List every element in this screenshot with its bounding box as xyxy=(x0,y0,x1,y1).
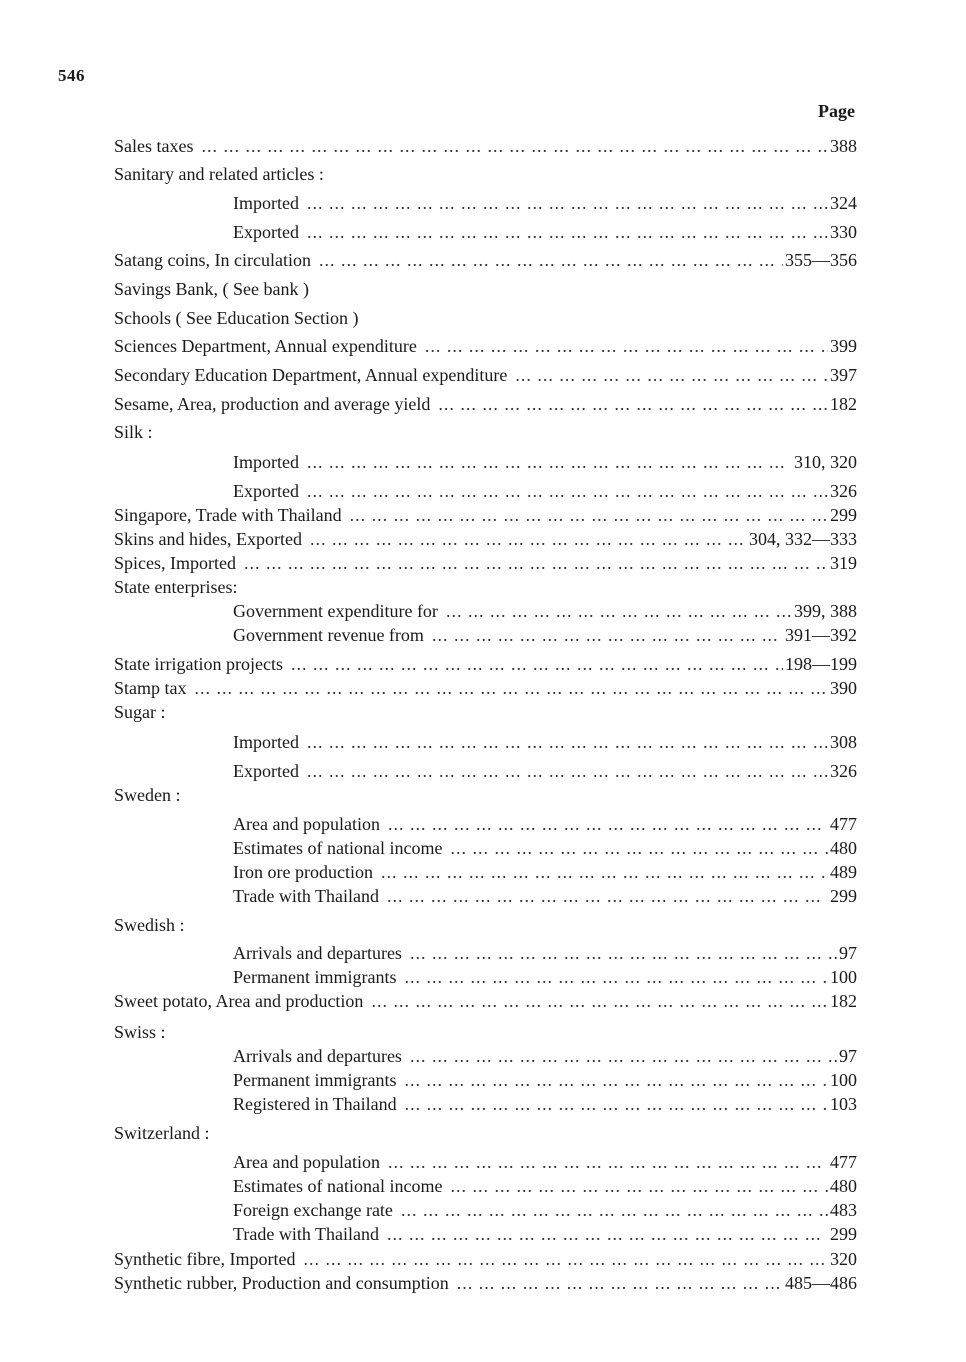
index-heading xyxy=(114,276,857,300)
index-heading xyxy=(114,699,857,723)
entry-label: Singapore, Trade with Thailand xyxy=(114,505,342,525)
index-entry xyxy=(114,391,857,415)
index-entry xyxy=(233,1221,857,1245)
index-entry xyxy=(233,835,857,859)
index-heading xyxy=(114,419,857,443)
index-entry xyxy=(233,940,857,964)
entry-label: Imported xyxy=(233,732,299,752)
dot-leader xyxy=(387,1223,828,1245)
entry-label: Sweden : xyxy=(114,785,181,805)
index-entry xyxy=(233,1043,857,1067)
index-entry xyxy=(233,1091,857,1115)
entry-label: Sanitary and related articles : xyxy=(114,164,324,184)
dot-leader xyxy=(388,813,828,835)
entry-label: Imported xyxy=(233,452,299,472)
dot-leader xyxy=(307,192,828,214)
dot-leader xyxy=(307,480,828,502)
entry-page-ref: 100 xyxy=(830,967,857,987)
entry-label: Sales taxes xyxy=(114,136,194,156)
entry-page-ref: 477 xyxy=(830,1152,857,1172)
entry-label: Estimates of national income xyxy=(233,838,443,858)
entry-label: Silk : xyxy=(114,422,153,442)
index-entry xyxy=(233,190,857,214)
entry-label: Area and population xyxy=(233,814,380,834)
index-entry xyxy=(233,1173,857,1197)
dot-leader xyxy=(457,1272,783,1294)
entry-page-ref: 320 xyxy=(830,1249,857,1269)
index-entry xyxy=(114,247,857,271)
index-heading xyxy=(114,782,857,806)
entry-label: Schools ( See Education Section ) xyxy=(114,308,359,328)
entry-label: Trade with Thailand xyxy=(233,1224,379,1244)
entry-page-ref: 97 xyxy=(839,1046,857,1066)
index-entry xyxy=(233,964,857,988)
entry-label: Switzerland : xyxy=(114,1123,210,1143)
dot-leader xyxy=(319,249,783,271)
index-entry xyxy=(114,1246,857,1270)
entry-page-ref: 103 xyxy=(830,1094,857,1114)
entry-label: Satang coins, In circulation xyxy=(114,250,311,270)
index-heading xyxy=(114,1120,857,1144)
entry-label: Stamp tax xyxy=(114,678,187,698)
entry-label: Imported xyxy=(233,193,299,213)
dot-leader xyxy=(310,528,747,550)
entry-page-ref: 182 xyxy=(830,394,857,414)
entry-label: Synthetic rubber, Production and consumption xyxy=(114,1273,449,1293)
dot-leader xyxy=(307,451,792,473)
index-entry xyxy=(233,449,857,473)
entry-label: Permanent immigrants xyxy=(233,1070,397,1090)
entry-page-ref: 198—199 xyxy=(785,654,857,674)
index-entry xyxy=(233,598,857,622)
index-entry xyxy=(233,478,857,502)
entry-label: Sciences Department, Annual expenditure xyxy=(114,336,417,356)
entry-page-ref: 480 xyxy=(830,1176,857,1196)
index-entry xyxy=(233,758,857,782)
dot-leader xyxy=(450,1175,828,1197)
entry-page-ref: 310, 320 xyxy=(794,452,857,472)
dot-leader xyxy=(291,653,783,675)
dot-leader xyxy=(404,966,828,988)
entry-page-ref: 397 xyxy=(830,365,857,385)
dot-leader xyxy=(425,335,828,357)
entry-page-ref: 489 xyxy=(830,862,857,882)
entry-label: Swiss : xyxy=(114,1022,166,1042)
index-heading xyxy=(114,912,857,936)
dot-leader xyxy=(201,135,828,157)
index-entry xyxy=(233,1067,857,1091)
entry-label: Exported xyxy=(233,481,299,501)
entry-label: Government expenditure for xyxy=(233,601,438,621)
entry-page-ref: 399, 388 xyxy=(794,601,857,621)
entry-page-ref: 391—392 xyxy=(785,625,857,645)
index-entry xyxy=(114,362,857,386)
page-column-header: Page xyxy=(818,101,855,121)
dot-leader xyxy=(195,677,829,699)
dot-leader xyxy=(446,600,792,622)
entry-label: Arrivals and departures xyxy=(233,1046,402,1066)
dot-leader xyxy=(303,1248,828,1270)
dot-leader xyxy=(381,861,828,883)
entry-page-ref: 97 xyxy=(839,943,857,963)
entry-page-ref: 299 xyxy=(830,886,857,906)
entry-label: Permanent immigrants xyxy=(233,967,397,987)
entry-label: Exported xyxy=(233,761,299,781)
entry-label: State irrigation projects xyxy=(114,654,283,674)
dot-leader xyxy=(401,1199,828,1221)
dot-leader xyxy=(387,885,828,907)
dot-leader xyxy=(307,731,828,753)
dot-leader xyxy=(515,364,828,386)
index-entry xyxy=(114,502,857,526)
dot-leader xyxy=(307,760,828,782)
index-entry xyxy=(233,859,857,883)
entry-label: Exported xyxy=(233,222,299,242)
index-entry xyxy=(114,526,857,550)
index-entry xyxy=(114,1270,857,1294)
entry-label: Registered in Thailand xyxy=(233,1094,397,1114)
index-entry xyxy=(114,988,857,1012)
index-entry xyxy=(114,675,857,699)
dot-leader xyxy=(350,504,828,526)
index-entry xyxy=(233,1197,857,1221)
index-entry xyxy=(233,1149,857,1173)
entry-page-ref: 477 xyxy=(830,814,857,834)
entry-label: Iron ore production xyxy=(233,862,373,882)
index-entry xyxy=(114,651,857,675)
entry-page-ref: 304, 332—333 xyxy=(749,529,857,549)
entry-label: Savings Bank, ( See bank ) xyxy=(114,279,309,299)
entry-label: Sweet potato, Area and production xyxy=(114,991,364,1011)
index-entry xyxy=(114,550,857,574)
entry-page-ref: 388 xyxy=(830,136,857,156)
dot-leader xyxy=(371,990,828,1012)
entry-label: State enterprises: xyxy=(114,577,238,597)
dot-leader xyxy=(432,624,783,646)
entry-label: Area and population xyxy=(233,1152,380,1172)
dot-leader xyxy=(405,1093,828,1115)
entry-page-ref: 485—486 xyxy=(785,1273,857,1293)
index-entry xyxy=(233,883,857,907)
entry-page-ref: 299 xyxy=(830,1224,857,1244)
entry-label: Skins and hides, Exported xyxy=(114,529,302,549)
entry-label: Sesame, Area, production and average yield xyxy=(114,394,431,414)
entry-page-ref: 399 xyxy=(830,336,857,356)
entry-label: Sugar : xyxy=(114,702,166,722)
entry-page-ref: 390 xyxy=(830,678,857,698)
entry-page-ref: 330 xyxy=(830,222,857,242)
index-heading xyxy=(114,574,857,598)
entry-label: Swedish : xyxy=(114,915,185,935)
entry-label: Foreign exchange rate xyxy=(233,1200,393,1220)
index-heading xyxy=(114,305,857,329)
entry-page-ref: 326 xyxy=(830,761,857,781)
entry-page-ref: 355—356 xyxy=(785,250,857,270)
index-entry xyxy=(114,333,857,357)
entry-label: Synthetic fibre, Imported xyxy=(114,1249,296,1269)
entry-page-ref: 326 xyxy=(830,481,857,501)
dot-leader xyxy=(307,221,828,243)
index-entry xyxy=(233,219,857,243)
dot-leader xyxy=(410,942,837,964)
entry-page-ref: 483 xyxy=(830,1200,857,1220)
entry-label: Trade with Thailand xyxy=(233,886,379,906)
entry-label: Secondary Education Department, Annual expenditure xyxy=(114,365,508,385)
entry-page-ref: 319 xyxy=(830,553,857,573)
index-entry xyxy=(233,729,857,753)
index-heading xyxy=(114,161,857,185)
dot-leader xyxy=(450,837,828,859)
index-heading xyxy=(114,1019,857,1043)
entry-page-ref: 308 xyxy=(830,732,857,752)
dot-leader xyxy=(244,552,828,574)
index-entry xyxy=(233,622,857,646)
entry-label: Arrivals and departures xyxy=(233,943,402,963)
entry-label: Government revenue from xyxy=(233,625,424,645)
dot-leader xyxy=(404,1069,828,1091)
entry-page-ref: 182 xyxy=(830,991,857,1011)
entry-page-ref: 100 xyxy=(830,1070,857,1090)
dot-leader xyxy=(410,1045,837,1067)
entry-label: Spices, Imported xyxy=(114,553,236,573)
index-entry xyxy=(233,811,857,835)
entry-page-ref: 324 xyxy=(830,193,857,213)
page-number: 546 xyxy=(58,66,85,85)
entry-page-ref: 480 xyxy=(830,838,857,858)
index-entry xyxy=(114,133,857,157)
entry-page-ref: 299 xyxy=(830,505,857,525)
entry-label: Estimates of national income xyxy=(233,1176,443,1196)
dot-leader xyxy=(388,1151,828,1173)
dot-leader xyxy=(438,393,828,415)
